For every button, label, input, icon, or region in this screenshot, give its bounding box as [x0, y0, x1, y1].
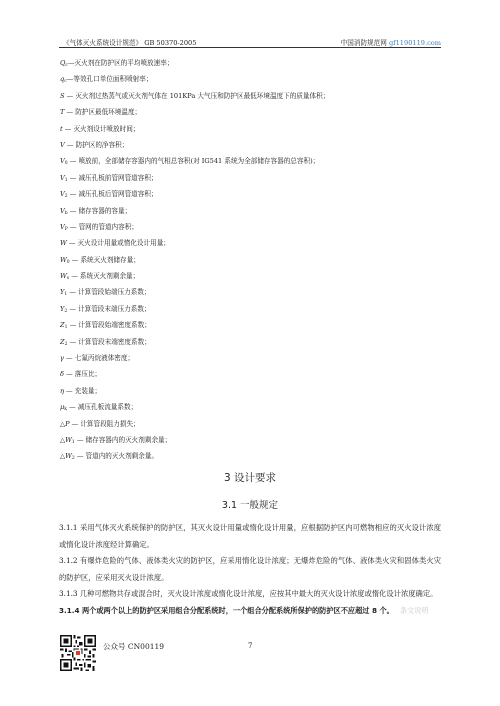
- clause-paragraph: [59, 603, 441, 620]
- clause-list: [59, 520, 441, 620]
- symbol-definition: [60, 334, 450, 350]
- symbol-dash: —: [69, 272, 80, 281]
- symbol: △W: [60, 435, 72, 444]
- symbol-description: 防护区最低环境温度；: [75, 108, 142, 117]
- symbol: Y: [60, 304, 65, 313]
- symbol-description: 减压孔板流量系数；: [77, 403, 138, 412]
- symbol: Y: [60, 288, 65, 297]
- symbol-definition: [60, 219, 450, 235]
- symbol-definition: [60, 383, 450, 399]
- symbol: δ: [60, 370, 64, 379]
- symbol-definition: [60, 104, 450, 120]
- symbol-definition: [60, 55, 450, 71]
- symbol: μ: [60, 403, 65, 412]
- symbol-description: 系统灭火剂剩余量；: [79, 272, 140, 281]
- page-number: 7: [248, 642, 253, 650]
- clause-paragraph: [59, 553, 441, 586]
- symbol-dash: —: [63, 386, 75, 395]
- symbol-subscript: c: [65, 63, 68, 68]
- symbol-description: 充装量；: [74, 386, 102, 395]
- symbol-subscript: 1: [64, 325, 68, 331]
- symbol: T: [60, 108, 65, 117]
- symbol-definition: [60, 88, 450, 104]
- symbol-description: 减压孔板前管网管道容积；: [78, 173, 158, 182]
- symbol-description: 等效孔口单位面积喷射率；: [73, 75, 153, 84]
- symbol-definition: [60, 416, 450, 432]
- clause-text: 3.1.1 采用气体灭火系统保护的防护区，其灭火设计用量或惰化设计用量，应根据防护区内可燃物相应的灭火设计浓度或惰化设计浓度经计算确定。: [59, 523, 441, 549]
- symbol: V: [60, 173, 65, 182]
- symbol-dash: —: [63, 370, 75, 379]
- chapter-heading: 3 设计要求: [223, 472, 277, 484]
- symbol-dash: —: [62, 124, 74, 133]
- symbol-definition: [60, 268, 450, 284]
- symbol-list: [60, 55, 450, 465]
- symbol-definition: [60, 317, 450, 333]
- symbol-description: 储存容器的容量；: [78, 206, 132, 215]
- site-name-text: 中国消防规范网: [340, 39, 389, 47]
- symbol: V: [60, 190, 65, 199]
- symbol-description: 计算管段始端密度系数；: [78, 321, 151, 330]
- symbol: γ: [60, 354, 64, 363]
- symbol: W: [60, 272, 67, 281]
- symbol-dash: —: [64, 108, 76, 117]
- site-link[interactable]: gf1190119.com: [388, 39, 441, 47]
- wechat-account: 公众号 CN00119: [103, 642, 165, 651]
- symbol-dash: —: [67, 321, 79, 330]
- symbol-subscript: 0: [66, 259, 70, 265]
- symbol-dash: —: [67, 288, 79, 297]
- symbol: Z: [60, 337, 65, 346]
- symbol-definition: [60, 301, 450, 317]
- symbol-description: 灭火剂设计喷放时间；: [73, 124, 140, 133]
- symbol-dash: —: [67, 190, 79, 199]
- symbol-subscript: 2: [64, 194, 68, 200]
- site-name: [341, 37, 441, 47]
- clause-text: 3.1.2 有爆炸危险的气体、液体类火灾的防护区，应采用惰化设计浓度；无爆炸危险的气体、液体类火灾和固体类火灾的防护区，应采用灭火设计浓度。: [59, 556, 441, 582]
- symbol-description: 减压孔板后管网管道容积；: [78, 190, 158, 199]
- clause-explanation-link[interactable]: 条文说明: [399, 605, 429, 615]
- symbol-definition: [60, 71, 450, 87]
- symbol-subscript: 1: [64, 292, 68, 298]
- symbol-dash: —: [69, 255, 81, 264]
- page-header: [59, 36, 441, 48]
- symbol-description: 灭火剂过热蒸气或灭火剂气体在 101KPa 大气压和防护区最低环境温度下的质量体积；: [75, 91, 330, 100]
- symbol-definition: [60, 121, 450, 137]
- symbol-dash: —: [66, 75, 74, 84]
- symbol: q: [60, 75, 65, 84]
- symbol: V: [60, 222, 65, 231]
- symbol-definition: [60, 137, 450, 153]
- symbol-definition: [60, 186, 450, 202]
- symbol-description: 灭火剂在防护区的平均喷放速率；: [74, 59, 174, 67]
- symbol-definition: [60, 203, 450, 219]
- symbol: V: [60, 206, 65, 215]
- symbol-definition: [60, 432, 450, 448]
- symbol-description: 计算管段始端压力系数；: [78, 288, 151, 297]
- symbol-description: 储存容器内的灭火剂剩余量；: [85, 435, 172, 444]
- symbol-subscript: c: [64, 79, 67, 85]
- symbol: V: [60, 157, 65, 166]
- symbol-definition: [60, 448, 450, 464]
- symbol-subscript: 0: [64, 161, 68, 167]
- symbol-description: 计算管段阻力损失；: [80, 419, 140, 428]
- symbol-dash: —: [67, 337, 79, 346]
- symbol: △W: [60, 452, 72, 461]
- symbol-subscript: 2: [64, 341, 68, 347]
- symbol-description: 计算管段末端密度系数；: [78, 337, 151, 346]
- symbol-dash: —: [67, 403, 78, 412]
- symbol-description: 防护区的净容积；: [75, 140, 129, 149]
- symbol-subscript: 1: [64, 177, 68, 183]
- symbol-subscript: P: [64, 226, 68, 232]
- symbol: Q: [60, 59, 66, 67]
- symbol: Z: [60, 321, 65, 330]
- clause-text: 3.1.4 两个或两个以上的防护区采用组合分配系统时，一个组合分配系统所保护的防护区不应超过 8 个。: [59, 605, 394, 615]
- symbol-dash: —: [74, 452, 86, 461]
- symbol-dash: —: [64, 140, 76, 149]
- symbol-subscript: k: [64, 407, 68, 413]
- symbol-dash: —: [67, 222, 79, 231]
- symbol-subscript: 1: [71, 439, 75, 445]
- qr-code: [60, 635, 96, 671]
- symbol: η: [60, 386, 64, 395]
- symbol-definition: [60, 350, 450, 366]
- symbol-subscript: 2: [71, 456, 75, 462]
- symbol-description: 七氟丙烷液体密度；: [74, 354, 135, 363]
- symbol-dash: —: [67, 173, 79, 182]
- symbol-description: 落压比；: [74, 370, 102, 379]
- symbol-subscript: s: [66, 276, 70, 282]
- clause-text: 3.1.3 几种可燃物共存或混合时，灭火设计浓度或惰化设计浓度，应按其中最大的灭火设计浓度或惰化设计浓度确定。: [59, 589, 438, 599]
- symbol: W: [60, 255, 67, 264]
- symbol-description: 喷放前，全部储存容器内的气相总容积(对 IG541 系统为全部储存容器的总容积)；: [78, 157, 320, 166]
- symbol-dash: —: [67, 59, 75, 67]
- symbol-definition: [60, 284, 450, 300]
- clause-paragraph: [59, 586, 441, 603]
- document-title: 《气体灭火系统设计规范》 GB 50370-2005: [63, 39, 197, 47]
- symbol-description: 系统灭火剂储存量；: [80, 255, 140, 264]
- clause-paragraph: [59, 520, 441, 553]
- symbol-definition: [60, 153, 450, 169]
- symbol-dash: —: [74, 435, 86, 444]
- symbol: W: [60, 239, 67, 248]
- symbol-description: 管网的管道内容积；: [78, 222, 138, 231]
- symbol-dash: —: [66, 239, 78, 248]
- symbol: t: [60, 124, 63, 133]
- symbol: S: [60, 91, 65, 100]
- symbol-dash: —: [67, 304, 79, 313]
- symbol-definition: [60, 252, 450, 268]
- symbol-definition: [60, 399, 450, 415]
- section-heading: 3.1 一般规定: [221, 500, 279, 511]
- symbol-description: 计算管段末端压力系数；: [78, 304, 151, 313]
- symbol-definition: [60, 170, 450, 186]
- symbol-description: 管道内的灭火剂剩余量。: [85, 452, 159, 461]
- symbol-subscript: 2: [64, 308, 68, 314]
- symbol-dash: —: [63, 354, 75, 363]
- symbol-definition: [60, 235, 450, 251]
- symbol-dash: —: [69, 419, 81, 428]
- symbol-subscript: b: [64, 210, 68, 216]
- symbol-dash: —: [64, 91, 76, 100]
- symbol-description: 灭火设计用量或惰化设计用量；: [77, 239, 170, 248]
- symbol: V: [60, 140, 65, 149]
- symbol-definition: [60, 366, 450, 382]
- symbol-dash: —: [67, 206, 79, 215]
- symbol-dash: —: [67, 157, 79, 166]
- symbol: △P: [60, 419, 70, 428]
